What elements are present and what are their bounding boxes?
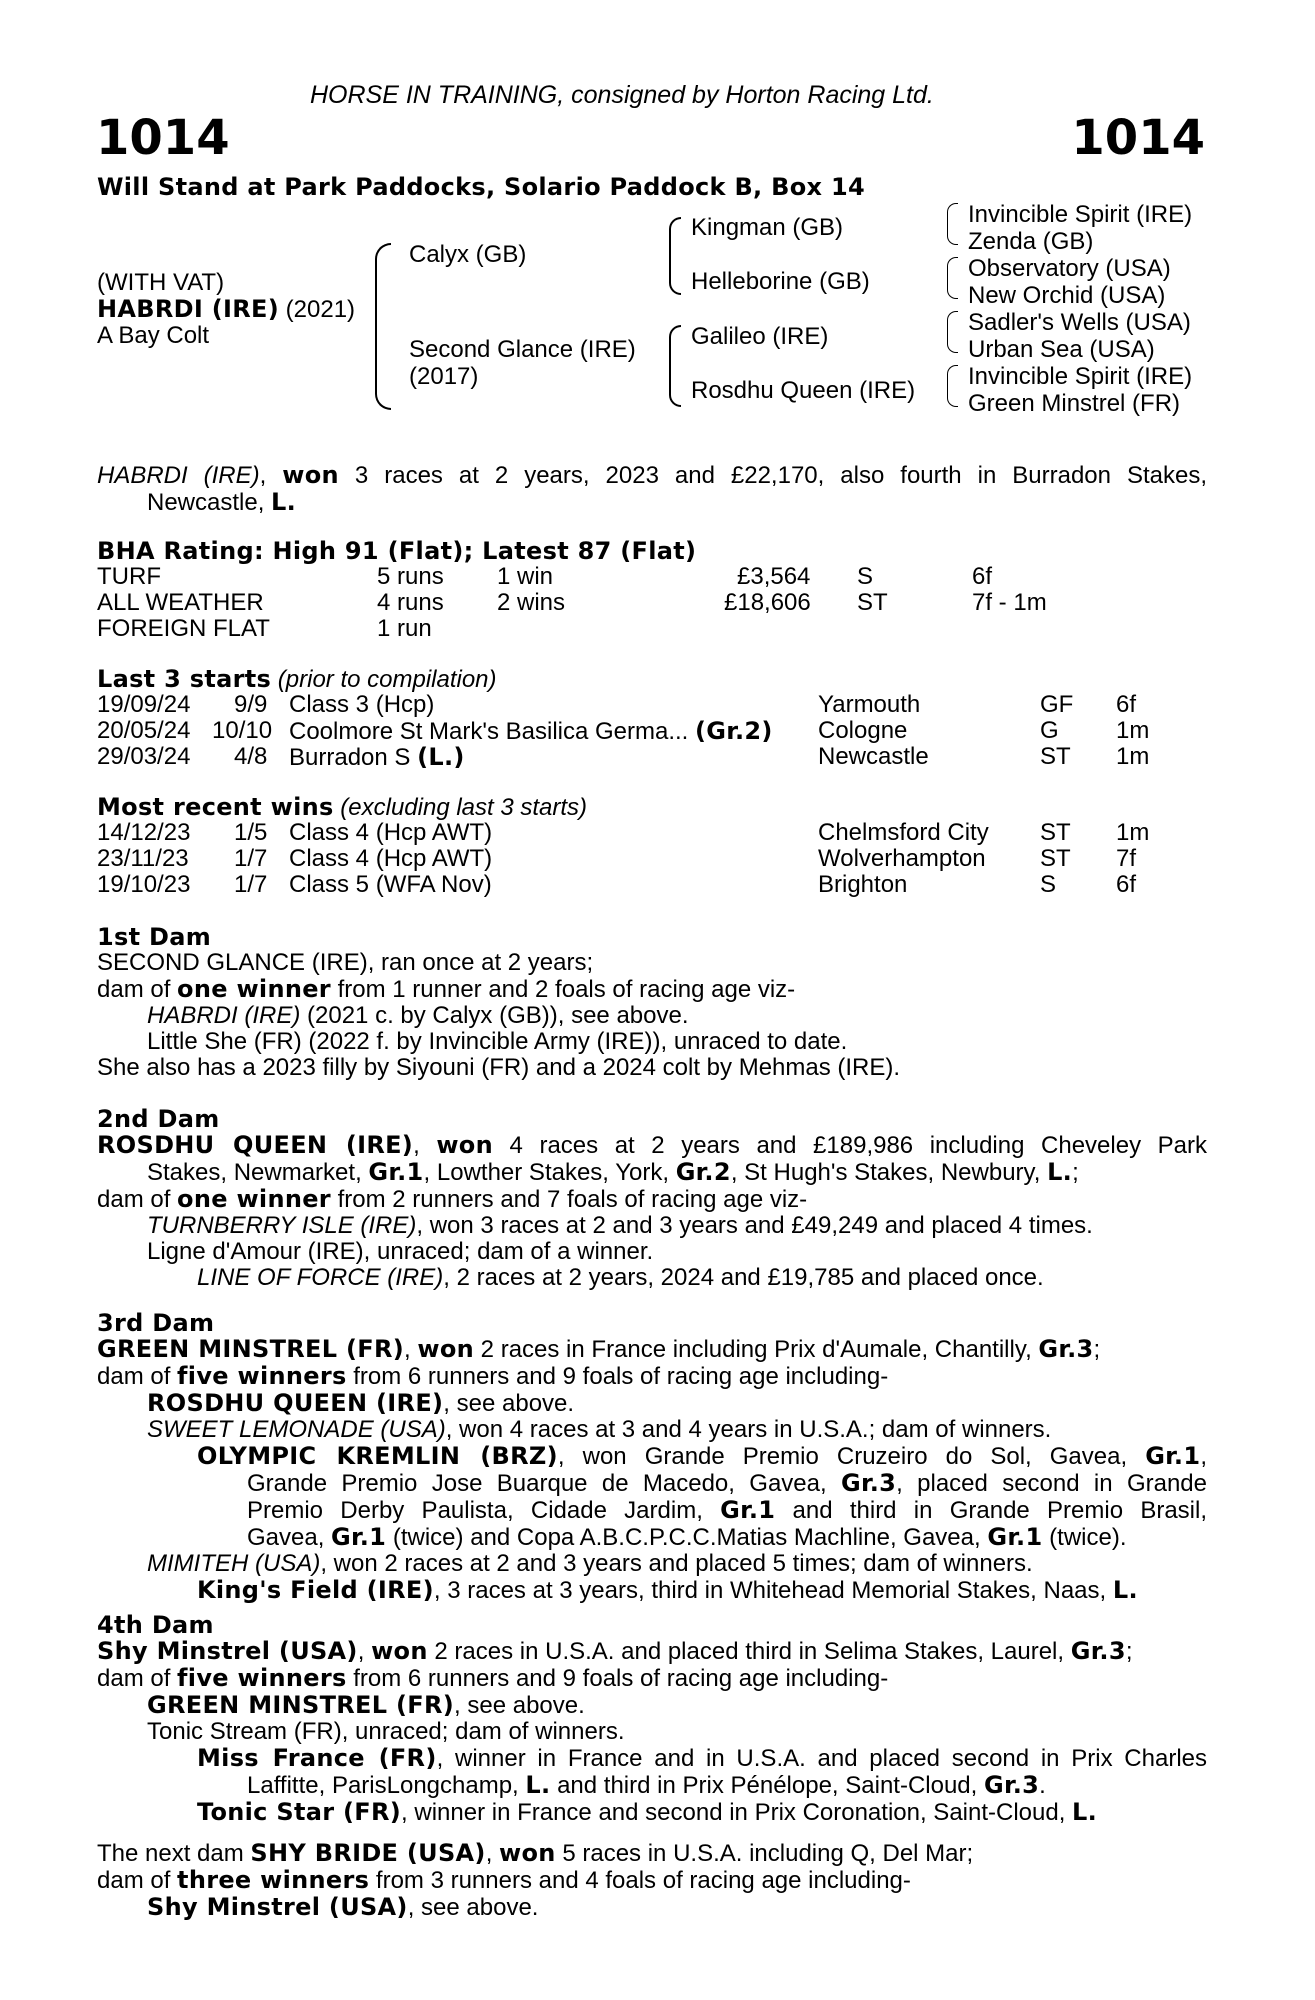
lot-number-left: 1014 — [96, 110, 230, 166]
pedigree-brace-2b — [669, 325, 681, 407]
gen3-2: Zenda (GB) — [968, 228, 1094, 255]
pedigree-brace-2a — [669, 217, 681, 295]
gen3-4: New Orchid (USA) — [968, 282, 1166, 309]
subject-name: HABRDI (IRE) — [97, 295, 279, 323]
pedigree-brace-3c — [947, 311, 958, 353]
dam: Second Glance (IRE) — [409, 336, 636, 363]
gen3-8: Green Minstrel (FR) — [968, 390, 1181, 417]
pedigree-brace-3d — [947, 365, 958, 407]
second-dam-section: 2nd Dam ROSDHU QUEEN (IRE), won 4 races at 2 years and £189,986 including Cheveley Park Stakes, Newmarket, Gr.1, Lowther Stakes, York, Gr.2, St Hugh's Stakes, Newbury, L.; dam of one winner from 2 runners and 7 foals of racing age viz- TURNBERRY ISLE (IRE), won 3 races at 2 and 3 years and £49,249 and placed 4 times. Ligne d'Amour (IRE), unraced; dam of a winner. LINE OF FORCE (IRE), 2 races at 2 years, 2024 and £19,785 and placed once. — [97, 1105, 1207, 1291]
gen3-1: Invincible Spirit (IRE) — [968, 201, 1193, 228]
vat-note: (WITH VAT) — [97, 269, 225, 296]
last3-heading: Last 3 starts (prior to compilation) — [97, 665, 497, 693]
sire-sire: Kingman (GB) — [691, 214, 844, 241]
sire: Calyx (GB) — [409, 241, 527, 268]
catalogue-header-title: HORSE IN TRAINING, consigned by Horton Racing Ltd. — [310, 81, 934, 109]
section-heading: 1st Dam — [97, 923, 212, 951]
subject-horse — [97, 296, 355, 323]
fourth-dam-section: 4th Dam Shy Minstrel (USA), won 2 races in U.S.A. and placed third in Selima Stakes, Laurel, Gr.3; dam of five winners from 6 runners and 9 foals of racing age including- GREEN MINSTREL (FR), see above. Tonic Stream (FR), unraced; dam of winners. Miss France (FR), winner in France and in U.S.A. and placed second in Prix Charles Laffitte, ParisLongchamp, L. and third in Prix Pénélope, Saint-Cloud, Gr.3. Tonic Star (FR), winner in France and second in Prix Coronation, Saint-Cloud, L. — [97, 1611, 1208, 1826]
gen3-7: Invincible Spirit (IRE) — [968, 363, 1193, 390]
dam-sire: Galileo (IRE) — [691, 323, 829, 350]
race-summary: HABRDI (IRE), won 3 races at 2 years, 2023 and £22,170, also fourth in Burradon Stakes, Newcastle, L. — [97, 461, 1208, 516]
section-heading: 3rd Dam — [97, 1309, 215, 1337]
subject-year: (2021) — [285, 296, 356, 323]
third-dam-section: 3rd Dam GREEN MINSTREL (FR), won 2 races in France including Prix d'Aumale, Chantilly, Gr.3; dam of five winners from 6 runners and 9 foals of racing age including- ROSDHU QUEEN (IRE), see above. SWEET LEMONADE (USA), won 4 races at 3 and 4 years in U.S.A.; dam of winners. OLYMPIC KREMLIN (BRZ), won Grande Premio Cruzeiro do Sol, Gavea, Gr.1, Grande Premio Jose Buarque de Macedo, Gavea, Gr.3, placed second in Grande Premio Derby Paulista, Cidade Jardim, Gr.1 and third in Grande Premio Brasil, Gavea, Gr.1 (twice) and Copa A.B.C.P.C.C.Matias Machline, Gavea, Gr.1 (twice). MIMITEH (USA), won 2 races at 2 and 3 years and placed 5 times; dam of winners. King's Field (IRE), 3 races at 3 years, third in Whitehead Memorial Stakes, Naas, L. — [97, 1309, 1208, 1604]
gen3-6: Urban Sea (USA) — [968, 336, 1155, 363]
subject-description: A Bay Colt — [97, 322, 210, 349]
pedigree-brace-3b — [947, 257, 958, 299]
bha-rating-heading: BHA Rating: High 91 (Flat); Latest 87 (Flat) — [97, 537, 697, 565]
gen3-5: Sadler's Wells (USA) — [968, 309, 1191, 336]
first-dam-section: 1st Dam SECOND GLANCE (IRE), ran once at 2 years; dam of one winner from 1 runner and 2 foals of racing age viz- HABRDI (IRE) (2021 c. by Calyx (GB)), see above. Little She (FR) (2022 f. by Invincible Army (IRE)), unraced to date. She also has a 2023 filly by Siyouni (FR) and a 2024 colt by Mehmas (IRE). — [97, 924, 1207, 1081]
dam-year: (2017) — [409, 363, 479, 390]
pedigree-brace-3a — [947, 203, 958, 245]
next-dam-section: The next dam SHY BRIDE (USA), won 5 races in U.S.A. including Q, Del Mar; dam of three winners from 3 runners and 4 foals of racing age including- Shy Minstrel (USA), see above. — [97, 1839, 974, 1921]
lot-number-right: 1014 — [1071, 110, 1205, 166]
recent-wins-heading: Most recent wins (excluding last 3 starts) — [97, 793, 588, 821]
section-heading: 4th Dam — [97, 1611, 214, 1639]
pedigree-brace-1 — [375, 243, 391, 410]
stabling-location: Will Stand at Park Paddocks, Solario Paddock B, Box 14 — [97, 173, 865, 201]
section-heading: 2nd Dam — [97, 1105, 220, 1133]
sire-dam: Helleborine (GB) — [691, 268, 870, 295]
gen3-3: Observatory (USA) — [968, 255, 1171, 282]
dam-dam: Rosdhu Queen (IRE) — [691, 377, 916, 404]
